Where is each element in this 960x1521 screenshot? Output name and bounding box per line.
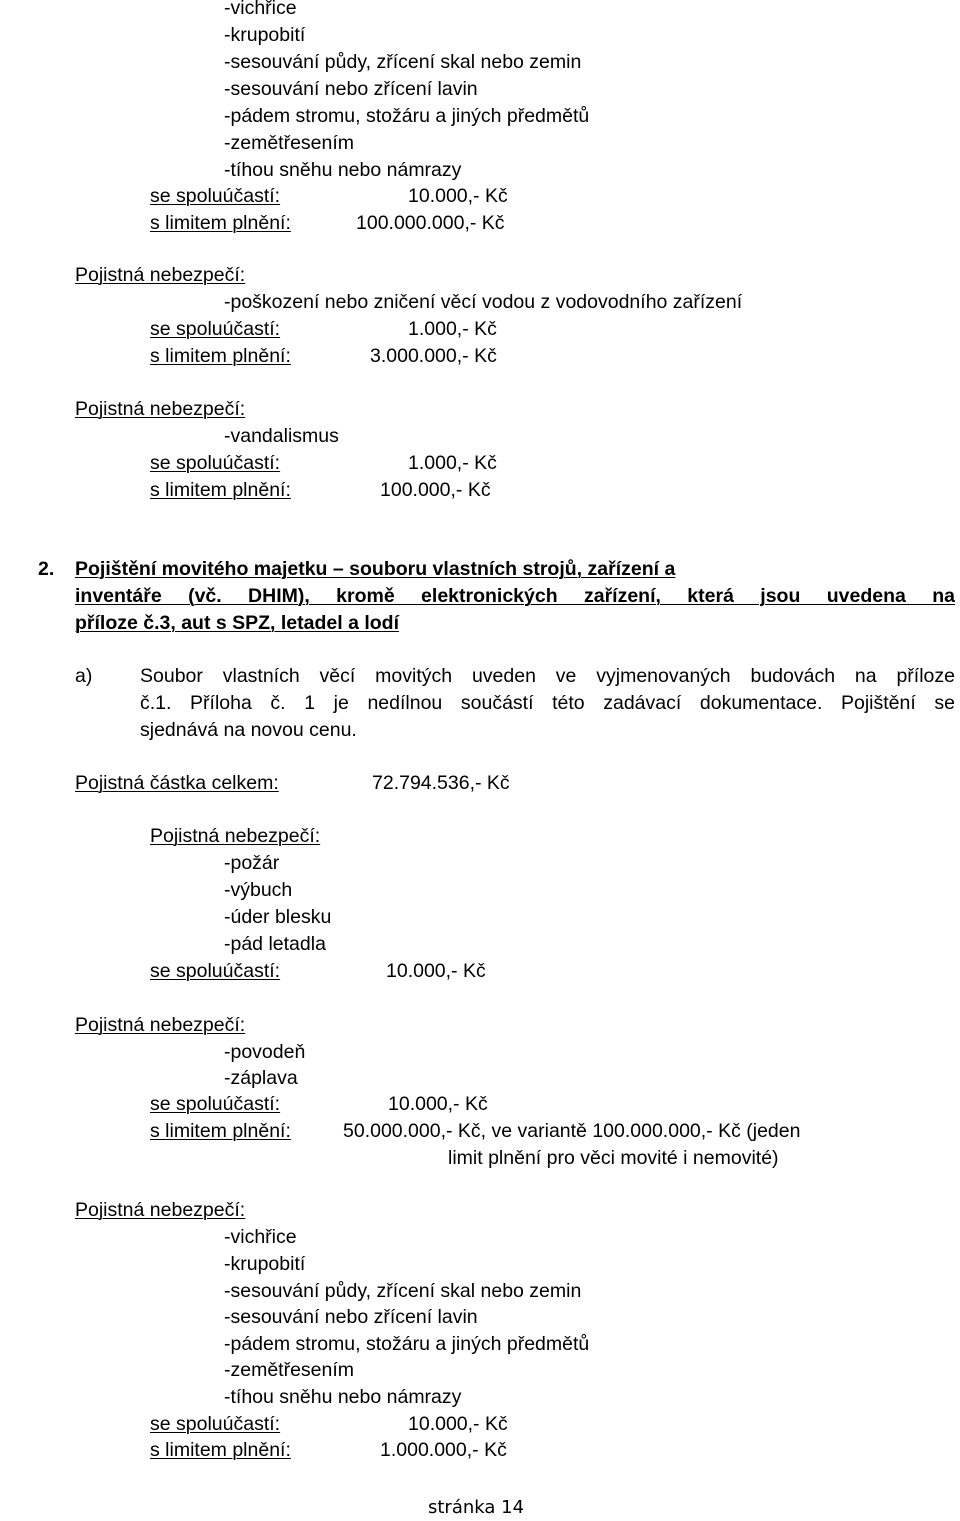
para-a-label: a) [75,665,93,687]
s6-item: -tíhou sněhu nebo námrazy [224,1386,462,1408]
s2-heading: Pojistná nebezpečí: [75,264,246,286]
s1-item: -sesouvání půdy, zřícení skal nebo zemin [224,51,582,73]
s2-spol-label: se spoluúčastí: [150,318,281,340]
s6-item: -sesouvání půdy, zřícení skal nebo zemin [224,1280,582,1302]
para-a-line3: sjednává na novou cenu. [140,719,357,741]
s6-heading: Pojistná nebezpečí: [75,1199,246,1221]
sum-value: 72.794.536,- Kč [372,772,510,794]
para-a-line2: č.1. Příloha č. 1 je nedílnou součástí této zadávací dokumentace. Pojištění se [140,692,955,714]
s3-limit-label: s limitem plnění: [150,479,291,501]
s6-item: -pádem stromu, stožáru a jiných předmětů [224,1333,590,1355]
s5-limit-value: 50.000.000,- Kč, ve variantě 100.000.000,- Kč (jeden [343,1120,801,1142]
s3-heading: Pojistná nebezpečí: [75,398,246,420]
s2-spol-value: 1.000,- Kč [408,318,497,340]
s1-item: -zemětřesením [224,132,355,154]
s4-item: -pád letadla [224,933,326,955]
s6-spol-value: 10.000,- Kč [408,1413,508,1435]
sum-label: Pojistná částka celkem: [75,772,279,794]
s3-spol-label: se spoluúčastí: [150,452,281,474]
section2-title-line2: inventáře (vč. DHIM), kromě elektronických zařízení, která jsou uvedena na [75,585,955,607]
s5-spol-label: se spoluúčastí: [150,1093,281,1115]
s6-limit-value: 1.000.000,- Kč [380,1439,507,1461]
s6-limit-label: s limitem plnění: [150,1439,291,1461]
s5-spol-value: 10.000,- Kč [388,1093,488,1115]
s1-item: -krupobití [224,24,306,46]
s5-item: -záplava [224,1067,298,1089]
para-a-line1: Soubor vlastních věcí movitých uveden ve vyjmenovaných budovách na příloze [140,665,955,687]
s2-item: -poškození nebo zničení věcí vodou z vodovodního zařízení [224,291,743,313]
s5-limit-label: s limitem plnění: [150,1120,291,1142]
section2-title-line3: příloze č.3, aut s SPZ, letadel a lodí [75,612,400,634]
s3-spol-value: 1.000,- Kč [408,452,497,474]
s6-spol-label: se spoluúčastí: [150,1413,281,1435]
s5-heading: Pojistná nebezpečí: [75,1014,246,1036]
s5-limit-value-cont: limit plnění pro věci movité i nemovité) [448,1147,779,1169]
s6-item: -zemětřesením [224,1359,355,1381]
section2-number: 2. [38,558,55,580]
s4-item: -úder blesku [224,906,332,928]
section2-title-line1: Pojištění movitého majetku – souboru vlastních strojů, zařízení a [75,558,676,580]
s2-limit-value: 3.000.000,- Kč [370,345,497,367]
s1-spol-value: 10.000,- Kč [408,185,508,207]
s6-item: -krupobití [224,1253,306,1275]
s1-limit-label: s limitem plnění: [150,212,291,234]
s6-item: -vichřice [224,1226,297,1248]
s1-item: -tíhou sněhu nebo námrazy [224,159,462,181]
s4-spol-label: se spoluúčastí: [150,960,281,982]
s4-heading: Pojistná nebezpečí: [150,825,321,847]
s1-item: -sesouvání nebo zřícení lavin [224,78,478,100]
s1-spol-label: se spoluúčastí: [150,185,281,207]
s1-limit-value: 100.000.000,- Kč [356,212,505,234]
s3-limit-value: 100.000,- Kč [380,479,491,501]
s4-item: -požár [224,852,280,874]
s3-item: -vandalismus [224,425,339,447]
s6-item: -sesouvání nebo zřícení lavin [224,1306,478,1328]
s5-item: -povodeň [224,1041,306,1063]
s1-item: -vichřice [224,0,297,19]
s2-limit-label: s limitem plnění: [150,345,291,367]
s4-spol-value: 10.000,- Kč [386,960,486,982]
page-number: stránka 14 [428,1497,525,1518]
s1-item: -pádem stromu, stožáru a jiných předmětů [224,105,590,127]
s4-item: -výbuch [224,879,293,901]
